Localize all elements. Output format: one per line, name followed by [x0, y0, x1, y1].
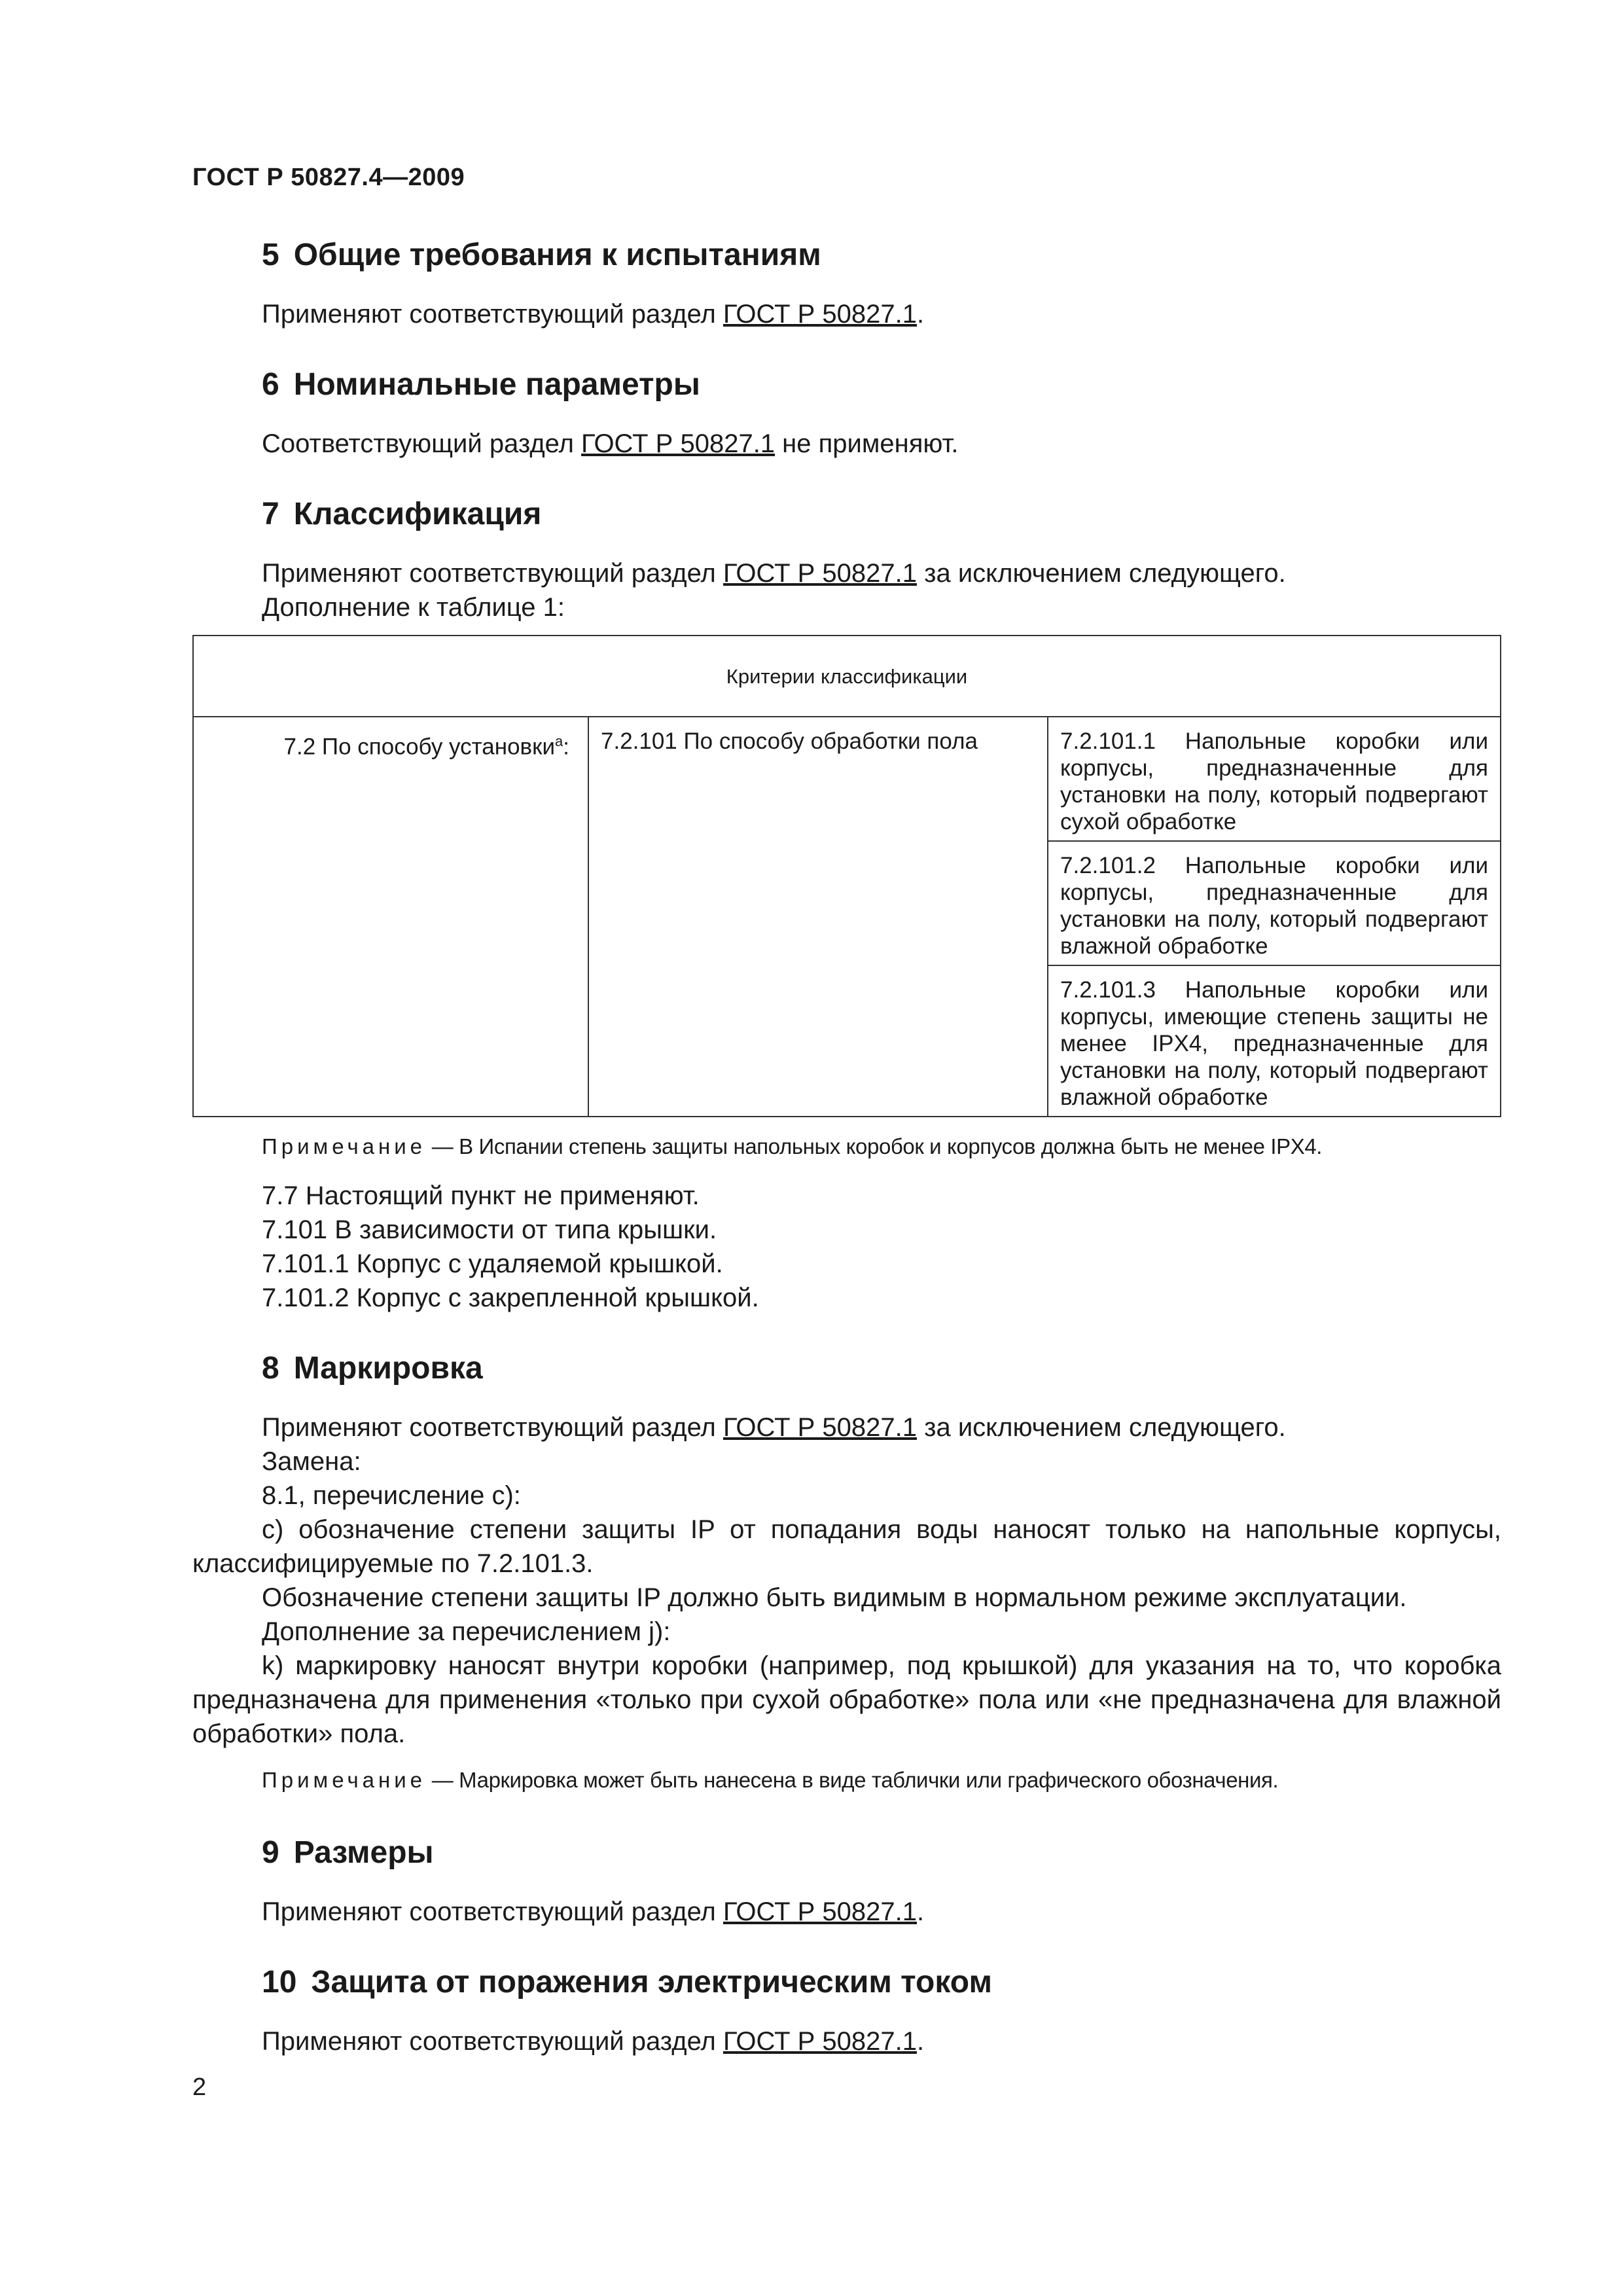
table-col1-suffix: :	[563, 734, 569, 760]
section-8-number: 8	[262, 1351, 279, 1386]
section-9-post: .	[917, 1897, 925, 1926]
section-5-text	[192, 297, 1501, 331]
list-item: 7.101.2 Корпус с закрепленной крышкой.	[262, 1283, 759, 1312]
note-text: — Маркировка может быть нанесена в виде таблички или графического обозначения.	[426, 1768, 1279, 1792]
section-10-title: Защита от поражения электрическим током	[311, 1965, 992, 2000]
gost-link-s9[interactable]: ГОСТ Р 50827.1	[722, 1897, 917, 1926]
section-7-items	[192, 1179, 1501, 1315]
section-7-pre: Применяют соответствующий раздел	[262, 559, 723, 588]
list-item: 7.101.1 Корпус с удаляемой крышкой.	[262, 1249, 723, 1278]
section-5-pre: Применяют соответствующий раздел	[262, 300, 723, 329]
section-6-text	[192, 427, 1501, 461]
table-addition-text: Дополнение к таблице 1:	[262, 593, 565, 622]
section-5-title: Общие требования к испытаниям	[293, 238, 821, 272]
section-7-number: 7	[262, 497, 279, 531]
section-7-note	[192, 1132, 1501, 1162]
list-item: 7.7 Настоящий пункт не применяют.	[262, 1181, 700, 1210]
section-8-text	[192, 1410, 1501, 1444]
section-8-item-c: с) обозначение степени защиты IP от попадания воды наносят только на напольные корпусы, классифицируемые по 7.2.101.3.	[192, 1515, 1501, 1578]
section-9-pre: Применяют соответствующий раздел	[262, 1897, 723, 1926]
gost-link-s7[interactable]: ГОСТ Р 50827.1	[722, 559, 917, 588]
section-8-addition: Дополнение за перечислением j):	[262, 1617, 671, 1646]
section-8-replacement: Замена:	[262, 1447, 361, 1476]
section-10-number: 10	[262, 1965, 297, 2000]
table-col1-text: 7.2 По способу установки	[283, 734, 556, 760]
section-6-pre: Соответствующий раздел	[262, 429, 582, 458]
section-7-text	[192, 556, 1501, 590]
section-9-heading	[192, 1833, 1501, 1873]
table-row: 7.2.101.2 Напольные коробки или корпусы, предназначенные для установки на полу, который подвергают влажной обработке	[1048, 841, 1501, 965]
page-number: 2	[192, 2073, 207, 2101]
section-8-pre: Применяют соответствующий раздел	[262, 1413, 723, 1442]
section-8-note	[192, 1765, 1501, 1795]
section-8-item-k: k) маркировку наносят внутри коробки (например, под крышкой) для указания на то, что коробка предназначена для применения «только при сухой обработке» пола или «не предназначена для влажной обработки» пола.	[192, 1651, 1501, 1748]
table-row: 7.2.101.1 Напольные коробки или корпусы, предназначенные для установки на полу, который подвергают сухой обработке	[1048, 717, 1501, 841]
section-6-number: 6	[262, 367, 279, 402]
table-col1-footnote-mark: a	[555, 733, 563, 749]
gost-link-s8[interactable]: ГОСТ Р 50827.1	[722, 1413, 917, 1442]
section-8-post: за исключением следующего.	[917, 1413, 1286, 1442]
page-content	[192, 236, 1501, 2058]
section-8-title: Маркировка	[293, 1351, 483, 1386]
section-5-number: 5	[262, 238, 279, 272]
section-6-title: Номинальные параметры	[293, 367, 700, 402]
list-item: 7.101 В зависимости от типа крышки.	[262, 1215, 717, 1244]
note-label: Примечание	[262, 1768, 427, 1792]
section-10-text	[192, 2024, 1501, 2058]
table-row: 7.2.101.3 Напольные коробки или корпусы, имеющие степень защиты не менее IPX4, предназначенные для установки на полу, который подвергают влажной обработке	[1048, 965, 1501, 1117]
section-9-text	[192, 1895, 1501, 1929]
section-5-post: .	[917, 300, 925, 329]
table-col2-cell: 7.2.101 По способу обработки пола	[588, 717, 1048, 1117]
note-text: — В Испании степень защиты напольных коробок и корпусов должна быть не менее IPX4.	[426, 1134, 1323, 1158]
document-code: ГОСТ Р 50827.4—2009	[192, 164, 465, 191]
table-col1-cell	[193, 717, 588, 1117]
section-10-post: .	[917, 2027, 925, 2056]
section-5-heading	[192, 236, 1501, 275]
section-10-pre: Применяют соответствующий раздел	[262, 2027, 723, 2056]
gost-link-s6[interactable]: ГОСТ Р 50827.1	[581, 429, 776, 458]
table-header: Критерии классификации	[193, 636, 1501, 717]
gost-link-s10[interactable]: ГОСТ Р 50827.1	[722, 2027, 917, 2056]
section-8-ip-visibility: Обозначение степени защиты IP должно быть видимым в нормальном режиме эксплуатации.	[262, 1583, 1407, 1612]
section-9-title: Размеры	[293, 1835, 434, 1870]
section-7-title: Классификация	[293, 497, 542, 531]
section-8-enum-ref: 8.1, перечисление с):	[262, 1481, 521, 1510]
section-10-heading	[192, 1963, 1501, 2002]
classification-table	[192, 635, 1501, 1117]
section-6-heading	[192, 365, 1501, 404]
section-7-heading	[192, 495, 1501, 534]
section-9-number: 9	[262, 1835, 279, 1870]
section-8-heading	[192, 1349, 1501, 1388]
section-7-post: за исключением следующего.	[917, 559, 1286, 588]
gost-link-s5[interactable]: ГОСТ Р 50827.1	[722, 300, 917, 329]
section-6-post: не применяют.	[775, 429, 959, 458]
note-label: Примечание	[262, 1134, 427, 1158]
